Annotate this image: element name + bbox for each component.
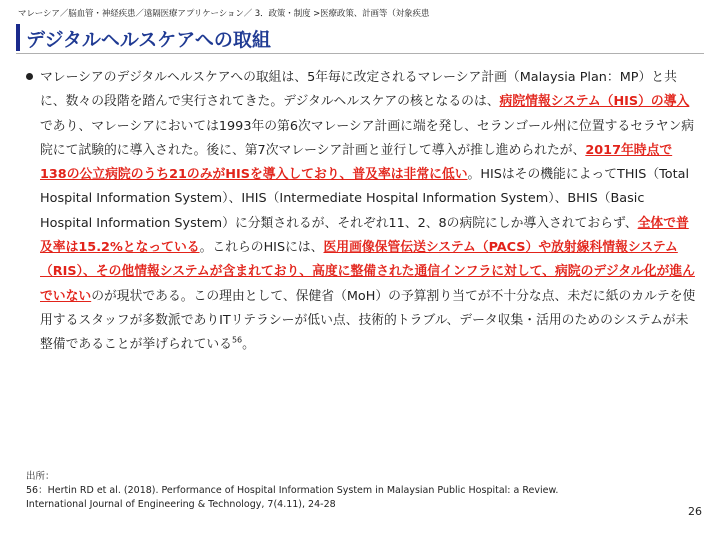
breadcrumb: マレーシア／脳血管・神経疾患／遠隔医療アプリケーション／ 3．政策・制度 >医療政策、計画等（対象疾患 [18,9,430,19]
highlight-pacs-ris: 医用画像保管伝送システム（PACS）や放射線科情報システム（RIS）、その他情報システムが含まれており、高度に整備された通信インフラに対して、病院のデジタル化が進んでいない [40,240,695,304]
text-segment: 。これらのHISには、 [199,240,324,256]
source-reference-line: International Journal of Engineering & Technology, 7(4.11), 24-28 [26,499,336,510]
highlight-overall-rate: 全体で普及率は15.2%となっている [40,215,689,256]
title-accent-bar [16,24,20,51]
highlight-adoption-rate-2017: 2017年時点で138の公立病院のうち21のみがHISを導入しており、普及率は非常に低い [40,142,673,183]
main-paragraph [40,66,696,358]
page-number: 26 [688,505,702,518]
source-label: 出所： [26,471,55,482]
text-segment: マレーシアのデジタルヘルスケアへの取組は、5年毎に改定されるマレーシア計画（Malaysia Plan：MP）と共に、数々の段階を踏んで実行されてきた。デジタルヘルスケアの核となるのは、 [40,70,677,110]
page-title: デジタルヘルスケアへの取組 [26,29,271,51]
text-segment: 。HISはその機能によってTHIS（Total Hospital Information System）、IHIS（Intermediate Hospital Information System）、BHIS（Basic Hospital Information System）に分類されるが、それぞれ11、2、8の病院にしか導入されておらず、 [40,167,690,231]
source-notes [26,470,558,512]
source-reference-line: 56：Hertin RD et al. (2018). Performance of Hospital Information System in Malaysian Public Hospital: a Review. [26,485,559,496]
body-text [26,66,696,358]
highlight-his-introduction: 病院情報システム（HIS）の導入 [499,94,690,110]
text-segment: のが現状である。この理由として、保健省（MoH）の予算割り当てが不十分な点、未だに紙のカルテを使用するスタッフが多数派でありITリテラシーが低い点、技術的トラブル、データ収集・活用のためのシステムが未整備であることが挙げられている [40,288,696,353]
text-segment: であり、マレーシアにおいては1993年の第6次マレーシア計画に端を発し、セランゴール州に位置するセラヤン病院にて試験的に導入された。後に、第7次マレーシア計画と並行して導入が推し進められたが、 [40,118,695,158]
reference-superscript: 56 [231,336,243,345]
text-segment: 。 [242,337,255,353]
bullet-icon [26,73,33,80]
title-divider [16,53,704,54]
